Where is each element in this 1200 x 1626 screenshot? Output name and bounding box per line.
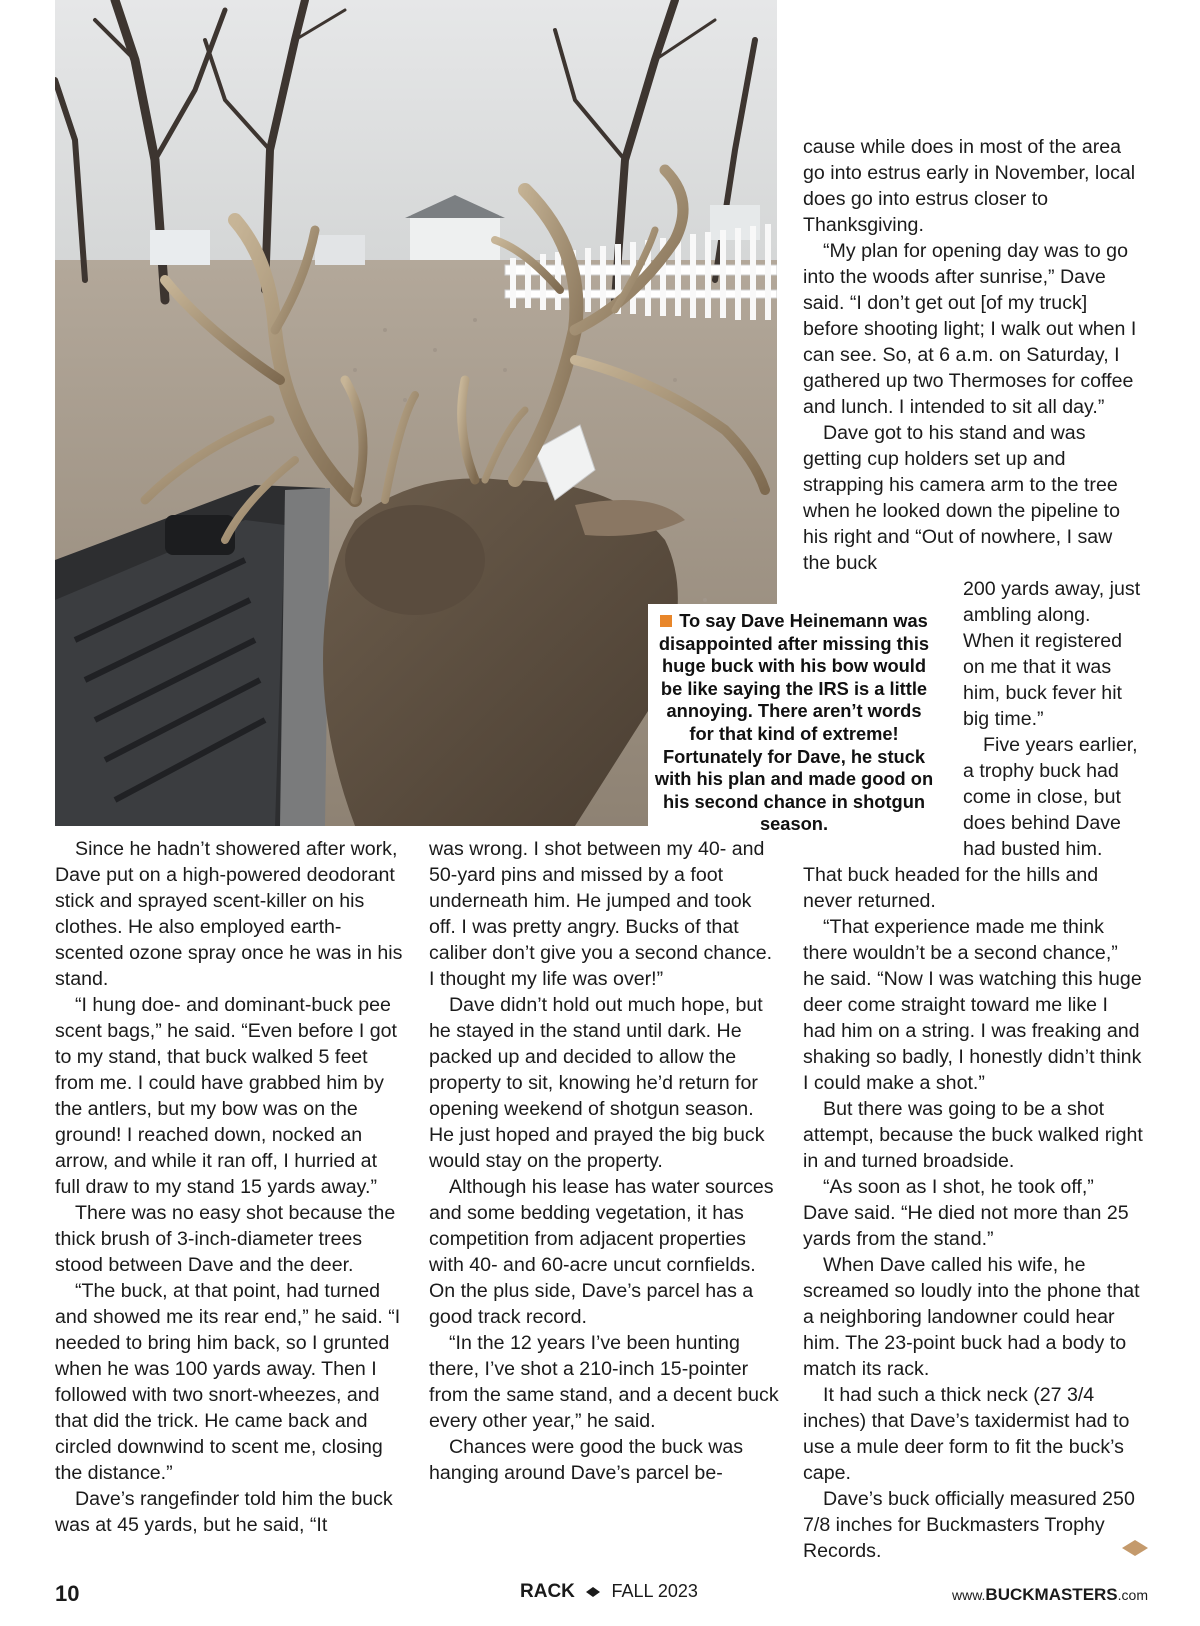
paragraph: “I hung doe- and dominant-buck pee scent bags,” he said. “Even before I got to my stand, that buck walked 5 feet from me. I could have grabbed him by the antlers, but my bow was on the ground! I reached down, nocked an arrow, and while it ran off, I hurried at full draw to my stand 15 yards away.” (55, 994, 398, 1198)
paragraph: “In the 12 years I’ve been hunting there, I’ve shot a 210-inch 15-pointer from the same stand, and a decent buck every other year,” he said. (429, 1332, 779, 1432)
paragraph: “The buck, at that point, had turned and showed me its rear end,” he said. “I needed to bring him back, so I grunted when he was 100 yards away. Then I followed with two snort-wheezes, and that did the trick. He came back and circled downwind to scent me, closing the distance.” (55, 1280, 401, 1484)
footer-diamond-icon (586, 1581, 600, 1603)
paragraph: Since he hadn’t showered after work, Dave put on a high-powered deodorant stick and sprayed scent-killer on his clothes. He also employed earth-scented ozone spray once he was in his stand. (55, 838, 403, 990)
page-number: 10 (55, 1581, 80, 1606)
paragraph: There was no easy shot because the thick brush of 3-inch-diameter trees stood between Dave and the deer. (55, 1202, 396, 1276)
article-column-right-top (803, 134, 1143, 576)
paragraph: 200 yards away, just ambling along. When it registered on me that it was him, buck fever hit big time.” (963, 578, 1141, 730)
url-brand: BUCKMASTERS (985, 1585, 1118, 1604)
paragraph: Dave’s rangefinder told him the buck was at 45 yards, but he said, “It (55, 1488, 393, 1536)
paragraph: “As soon as I shot, he took off,” Dave said. “He died not more than 25 yards from the stand.” (803, 1176, 1129, 1250)
paragraph: That buck headed for the hills and never returned. (803, 864, 1099, 912)
url-prefix: www. (951, 1587, 986, 1603)
article-column-middle (429, 836, 779, 1486)
paragraph: Five years earlier, a trophy buck had come in close, but does behind Dave had busted him. (963, 734, 1138, 860)
paragraph: “My plan for opening day was to go into the woods after sunrise,” Dave said. “I don’t get out [of my truck] before shooting light; I walk out when I can see. So, at 6 a.m. on Saturday, I gathered up two Thermoses for coffee and lunch. I intended to sit all day.” (803, 240, 1137, 418)
paragraph: was wrong. I shot between my 40- and 50-yard pins and missed by a foot underneath him. He jumped and took off. I was pretty angry. Bucks of that caliber don’t give you a second chance. I thought my life was over!” (429, 838, 773, 990)
caption-text: To say Dave Heinemann was disappointed after missing this huge buck with his bow would be like saying the IRS is a little annoying. There aren’t words for that kind of extreme! Fortunately for Dave, he stuck with his plan and made good on his second chance in shotgun season. (654, 610, 934, 835)
article-column-right-bottom (803, 862, 1143, 1564)
paragraph: Dave didn’t hold out much hope, but he stayed in the stand until dark. He packed up and decided to allow the property to sit, knowing he’d return for opening weekend of shotgun season. He just hoped and prayed the big buck would stay on the property. (429, 994, 765, 1172)
end-of-article-diamond-icon (1122, 1540, 1148, 1561)
caption-bullet-icon (660, 615, 672, 627)
photo-caption (648, 604, 940, 842)
footer-issue-line (520, 1581, 720, 1603)
paragraph: Dave got to his stand and was getting cup holders set up and strapping his camera arm to the tree when he looked down the pipeline to his right and “Out of nowhere, I saw the buck (803, 422, 1121, 574)
article-column-right-narrow (963, 576, 1143, 862)
paragraph: Dave’s buck officially measured 250 7/8 inches for Buckmasters Trophy Records. (803, 1488, 1135, 1562)
article-column-left (55, 836, 405, 1538)
paragraph: When Dave called his wife, he screamed so loudly into the phone that a neighboring landowner could hear him. The 23-point buck had a body to match its rack. (803, 1254, 1140, 1380)
issue-label: FALL 2023 (611, 1581, 698, 1601)
paragraph: It had such a thick neck (27 3/4 inches) that Dave’s taxidermist had to use a mule deer form to fit the buck’s cape. (803, 1384, 1130, 1484)
paragraph: Chances were good the buck was hanging around Dave’s parcel be- (429, 1436, 744, 1484)
paragraph: Although his lease has water sources and some bedding vegetation, it has competition from adjacent properties with 40- and 60-acre uncut cornfields. On the plus side, Dave’s parcel has a good track record. (429, 1176, 774, 1328)
magazine-name: RACK (520, 1581, 575, 1602)
paragraph: cause while does in most of the area go into estrus early in November, local does go into estrus closer to Thanksgiving. (803, 136, 1136, 236)
url-suffix: .com (1117, 1587, 1148, 1603)
paragraph: But there was going to be a shot attempt, because the buck walked right in and turned broadside. (803, 1098, 1143, 1172)
paragraph: “That experience made me think there wouldn’t be a second chance,” he said. “Now I was watching this huge deer come straight toward me like I had him on a string. I was freaking and shaking so badly, I honestly didn’t think I could make a shot.” (803, 916, 1142, 1094)
footer-url[interactable] (952, 1585, 1148, 1605)
